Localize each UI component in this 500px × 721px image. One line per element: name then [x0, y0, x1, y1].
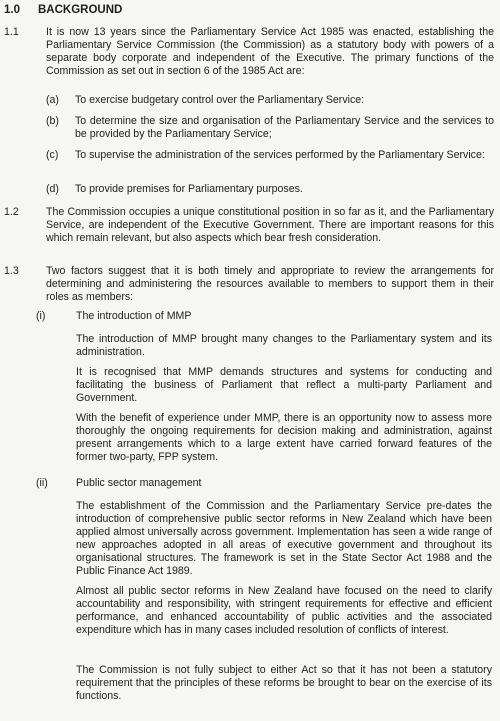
subsection-heading: The introduction of MMP	[76, 310, 192, 322]
subsection-ii-para-3: The Commission is not fully subject to either Act so that it has not been a statutory requirement that the principles of these reforms be brought to bear on the exercise of its functions.	[76, 664, 492, 702]
list-item-b	[46, 115, 494, 141]
subsection-i-para-1: The introduction of MMP brought many changes to the Parliamentary system and its administration.	[76, 333, 492, 358]
subsection-heading: Public sector management	[76, 477, 202, 489]
list-item-a	[46, 94, 494, 107]
subsection-label: (i)	[36, 310, 46, 322]
paragraph-text: It is now 13 years since the Parliamentary Service Act 1985 was enacted, establishing the Parliamentary Service Commission (the Commission) as a statutory body with powers of a separate body corporate and independent of the Executive. The primary functions of the Commission as set out in section 6 of the 1985 Act are:	[46, 26, 494, 77]
paragraph-text: Two factors suggest that it is both timely and appropriate to review the arrangements for determining and administering the resources available to members to support them in their roles as members:	[46, 265, 494, 303]
subsection-label: (ii)	[36, 477, 48, 489]
list-item-text: To determine the size and organisation of the Parliamentary Service and the services to be provided by the Parliamentary Service;	[75, 115, 494, 140]
list-item-label: (d)	[46, 183, 59, 195]
paragraph-1-1	[4, 26, 494, 78]
list-item-text: To exercise budgetary control over the Parliamentary Service:	[75, 94, 365, 106]
section-number: 1.0	[4, 4, 20, 16]
paragraph-1-3	[4, 265, 494, 304]
subsection-i-para-3: With the benefit of experience under MMP, there is an opportunity now to assess more thoroughly the ongoing requirements for decision making and administration, against present arrangements which to a large extent have carried forward features of the former two-party, FPP system.	[76, 412, 492, 463]
list-item-label: (c)	[46, 149, 59, 161]
paragraph-text: The Commission occupies a unique constitutional position in so far as it, and the Parliamentary Service, are independent of the Executive Government. There are important reasons for this which remain relevant, but also aspects which bear fresh consideration.	[46, 206, 494, 244]
section-title: BACKGROUND	[38, 4, 123, 16]
list-item-label: (b)	[46, 115, 59, 127]
paragraph-number: 1.3	[4, 265, 19, 277]
list-item-text: To provide premises for Parliamentary purposes.	[75, 183, 303, 195]
list-item-text: To supervise the administration of the services performed by the Parliamentary Service:	[75, 149, 485, 161]
paragraph-1-2	[4, 206, 494, 245]
list-item-c	[46, 149, 494, 162]
subsection-ii-para-2: Almost all public sector reforms in New Zealand have focused on the need to clarify accountability and responsibility, with stringent requirements for effective and efficient performance, and enhanced accountability of public activities and the associated expenditure which has in many cases included resolution of conflicts of interest.	[76, 585, 492, 636]
subsection-ii-heading	[36, 477, 494, 490]
list-item-d	[46, 183, 494, 196]
paragraph-number: 1.1	[4, 26, 19, 38]
subsection-i-para-2: It is recognised that MMP demands structures and systems for conducting and facilitating the business of Parliament that reflect a multi-party Parliament and Government.	[76, 366, 492, 404]
paragraph-number: 1.2	[4, 206, 19, 218]
subsection-i-heading	[36, 310, 494, 323]
list-item-label: (a)	[46, 94, 59, 106]
subsection-ii-para-1: The establishment of the Commission and the Parliamentary Service pre-dates the introduction of comprehensive public sector reforms in New Zealand which have been applied almost universally across government. Implementation has seen a wide range of new approaches adopted in all areas of executive government and throughout its organisational structures. The framework is set in the State Sector Act 1988 and the Public Finance Act 1989.	[76, 500, 492, 577]
